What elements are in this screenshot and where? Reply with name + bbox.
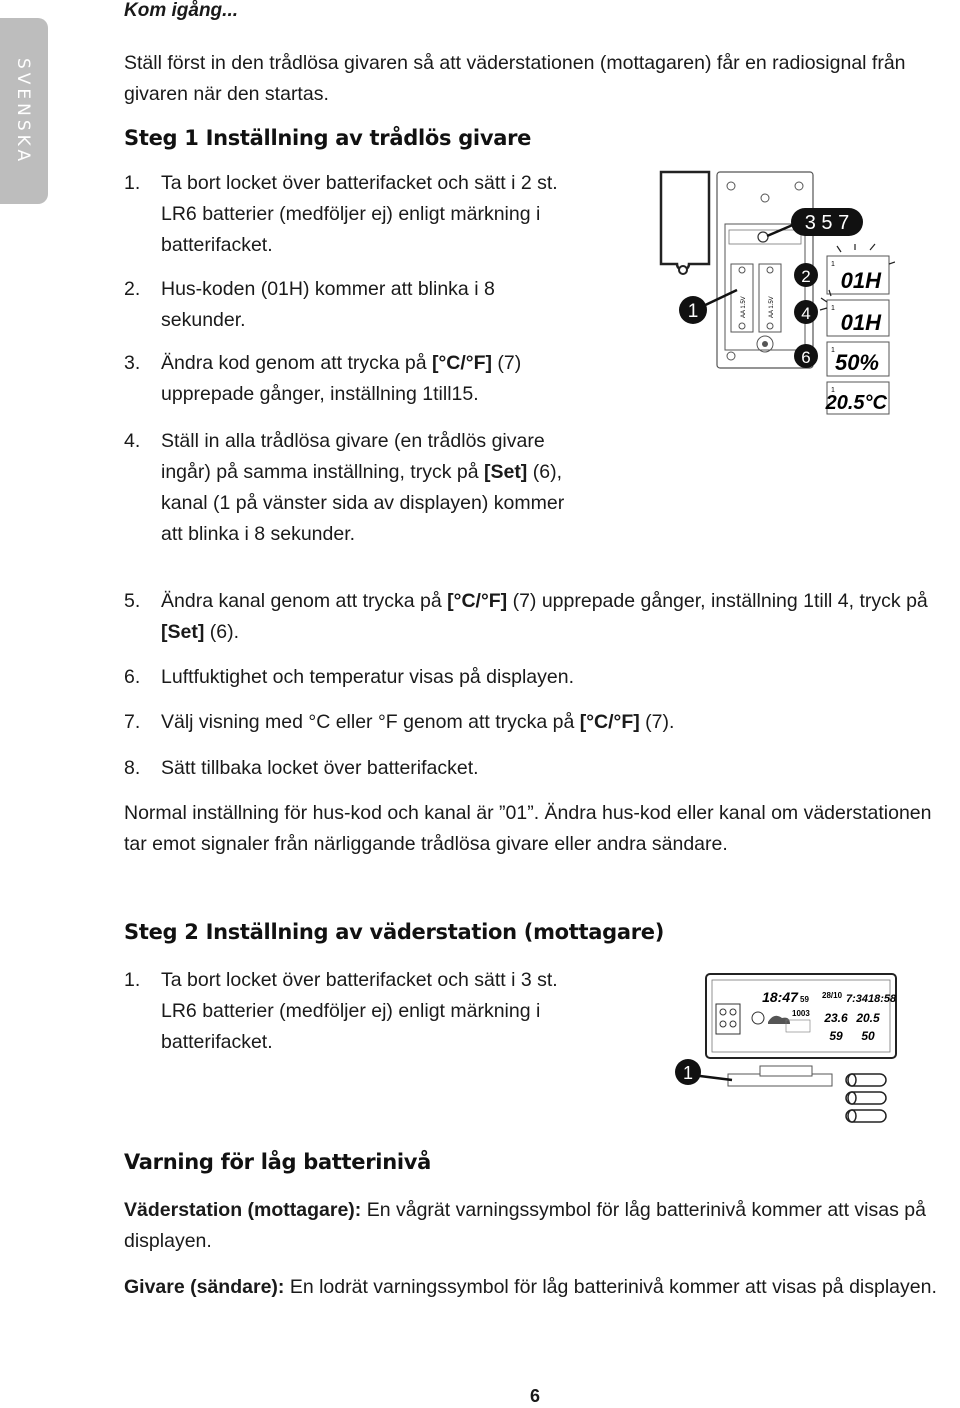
item-number: 6.: [124, 666, 141, 688]
svg-text:20.5: 20.5: [856, 1011, 880, 1025]
item-text: Ta bort locket över batterifacket och sätt i 2 st. LR6 batterier (medföljer ej) enligt märkning i batterifacket.: [161, 172, 558, 256]
svg-text:1: 1: [831, 305, 835, 312]
item-text: Ändra kod genom att trycka på [°C/°F] (7) upprepade gånger, inställning 1till15.: [161, 352, 522, 405]
callout-1: 1: [687, 301, 699, 322]
callout-1: 1: [682, 1063, 694, 1083]
svg-text:7:34: 7:34: [846, 993, 869, 1005]
item-number: 7.: [124, 711, 141, 733]
callout-2: 2: [801, 267, 811, 286]
callout-4: 4: [801, 304, 811, 323]
item-text: Ändra kanal genom att trycka på [°C/°F] (7) upprepade gånger, inställning 1till 4, tryck på [Set] (6).: [161, 590, 928, 643]
lcd-house-code-blink: 01H: [840, 268, 881, 293]
item-number: 8.: [124, 757, 141, 779]
section-heading-kom-igang: Kom igång...: [124, 0, 238, 21]
lcd-temperature: 20.5°C: [825, 392, 887, 414]
page-number: 6: [530, 1386, 541, 1406]
battery-label: AA 1.5V: [741, 296, 747, 318]
item-text: Ställ in alla trådlösa givare (en trådlös givare ingår) på samma inställning, tryck på [Set] (6), kanal (1 på vänster sida av displayen) kommer att blinka i 8 sekunder.: [161, 430, 565, 545]
station-time: 18:47: [762, 989, 798, 1005]
step1-title: Steg 1 Inställning av trådlös givare: [124, 126, 532, 150]
step1-item-8: [124, 753, 924, 784]
item-text: Välj visning med °C eller °F genom att trycka på [°C/°F] (7).: [161, 711, 675, 733]
svg-text:59: 59: [800, 995, 809, 1004]
svg-text:28/10: 28/10: [822, 991, 843, 1000]
step1-item-4: [124, 426, 574, 550]
weather-station-figure: [672, 970, 902, 1130]
callout-6: 6: [801, 348, 811, 367]
item-number: 3.: [124, 352, 141, 374]
svg-text:1: 1: [831, 261, 835, 268]
button-ref-set: [Set]: [161, 621, 205, 643]
item-text: Luftfuktighet och temperatur visas på displayen.: [161, 666, 574, 688]
svg-text:23.6: 23.6: [824, 1011, 848, 1025]
item-number: 5.: [124, 590, 141, 612]
step1-item-3: [124, 348, 594, 410]
svg-text:59: 59: [829, 1029, 843, 1043]
svg-text:50: 50: [861, 1029, 875, 1043]
sensor-warning-paragraph: Givare (sändare): En lodrät varningssymbol för låg batterinivå kommer att visas på displayen.: [124, 1276, 937, 1298]
intro-paragraph: Ställ först in den trådlösa givaren så att väderstationen (mottagaren) får en radiosignal från givaren när den startas.: [124, 52, 906, 105]
step2-item-1: [124, 965, 584, 1058]
step1-item-6: [124, 662, 924, 693]
step1-item-2: [124, 274, 584, 336]
svg-text:1: 1: [831, 347, 835, 354]
callout-357: 3 5 7: [804, 212, 850, 234]
button-ref-set: [Set]: [483, 461, 528, 483]
sensor-figure: [655, 168, 895, 418]
sensor-warning-label: Givare (sändare):: [124, 1276, 285, 1298]
step1-item-7: [124, 707, 924, 738]
svg-text:1003: 1003: [792, 1009, 810, 1018]
item-number: 4.: [124, 430, 141, 452]
item-number: 1.: [124, 172, 141, 194]
step1-item-1: [124, 168, 584, 261]
item-text: Hus-koden (01H) kommer att blinka i 8 sekunder.: [161, 278, 495, 331]
button-ref-cf: [°C/°F]: [447, 590, 508, 612]
language-side-tab: [0, 18, 48, 204]
battery-label: AA 1.5V: [769, 296, 775, 318]
station-warning-paragraph: Väderstation (mottagare): En vågrät varningssymbol för låg batterinivå kommer att visas på displayen.: [124, 1199, 926, 1252]
station-warning-label: Väderstation (mottagare):: [124, 1199, 362, 1221]
button-ref-cf: [°C/°F]: [431, 352, 492, 374]
item-text: Ta bort locket över batterifacket och sätt i 3 st. LR6 batterier (medföljer ej) enligt märkning i batterifacket.: [161, 969, 558, 1053]
language-label: SVENSKA: [13, 58, 33, 166]
item-number: 2.: [124, 278, 141, 300]
step2-title: Steg 2 Inställning av väderstation (mottagare): [124, 920, 665, 944]
svg-text:18:58: 18:58: [868, 993, 897, 1005]
normal-setting-note: Normal inställning för hus-kod och kanal är ”01”. Ändra hus-kod eller kanal om väderstationen tar emot signaler från närliggande trådlösa givare eller andra sändare.: [124, 802, 932, 855]
lcd-humidity: 50%: [834, 350, 879, 375]
item-text: Sätt tillbaka locket över batterifacket.: [161, 757, 479, 779]
svg-text:1: 1: [831, 387, 835, 394]
item-number: 1.: [124, 969, 141, 991]
button-ref-cf: [°C/°F]: [579, 711, 640, 733]
lcd-house-code: 01H: [840, 310, 881, 335]
low-battery-title: Varning för låg batterinivå: [124, 1150, 432, 1174]
step1-item-5: [124, 586, 960, 648]
